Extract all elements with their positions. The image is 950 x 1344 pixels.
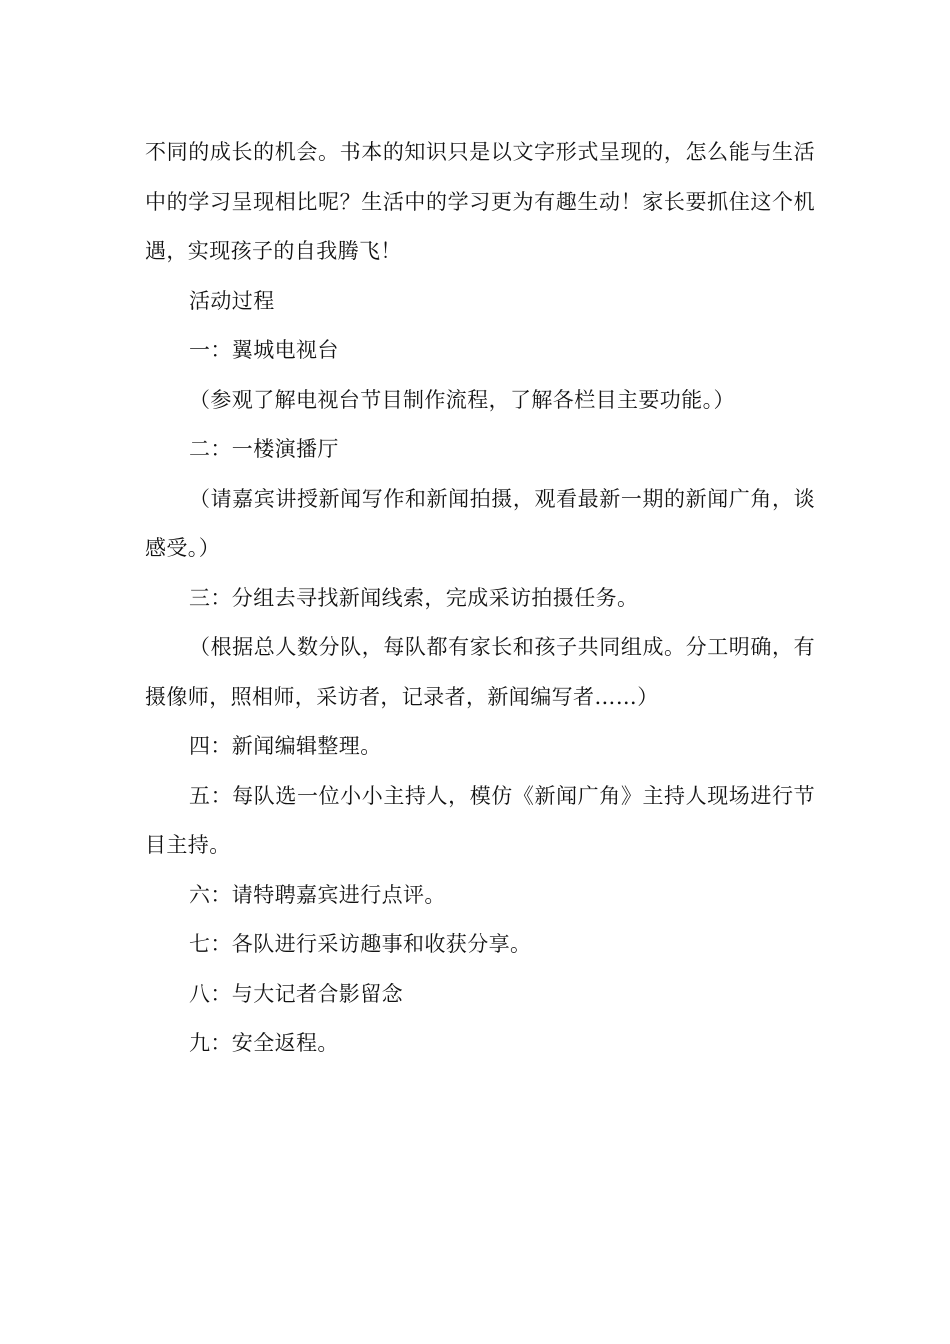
step-3-title: 三：分组去寻找新闻线索，完成采访拍摄任务。 [189, 585, 639, 610]
step-2-title: 二：一楼演播厅 [189, 437, 339, 461]
step-4-title: 四：新闻编辑整理。 [189, 734, 382, 758]
section-heading-activity-process: 活动过程 [189, 288, 275, 313]
step-2-detail: （请嘉宾讲授新闻写作和新闻拍摄，观看最新一期的新闻广角，谈感受。） [145, 486, 815, 560]
step-1-title: 一：翼城电视台 [189, 338, 339, 362]
document-body [145, 128, 815, 1069]
paragraph-intro-continuation: 不同的成长的机会。书本的知识只是以文字形式呈现的，怎么能与生活中的学习呈现相比呢？生活中的学习更为有趣生动！家长要抓住这个机遇，实现孩子的自我腾飞！ [145, 140, 815, 263]
step-3-detail: （根据总人数分队，每队都有家长和孩子共同组成。分工明确，有摄像师，照相师，采访者，记录者，新闻编写者……） [145, 635, 815, 709]
step-8-title: 八：与大记者合影留念 [189, 981, 403, 1006]
step-9-title: 九：安全返程。 [189, 1031, 339, 1055]
step-7-title: 七：各队进行采访趣事和收获分享。 [189, 932, 532, 956]
step-5-title: 五：每队选一位小小主持人，模仿《新闻广角》主持人现场进行节目主持。 [145, 783, 815, 857]
step-6-title: 六：请特聘嘉宾进行点评。 [189, 882, 446, 907]
step-1-detail: （参观了解电视台节目制作流程，了解各栏目主要功能。） [189, 387, 735, 412]
